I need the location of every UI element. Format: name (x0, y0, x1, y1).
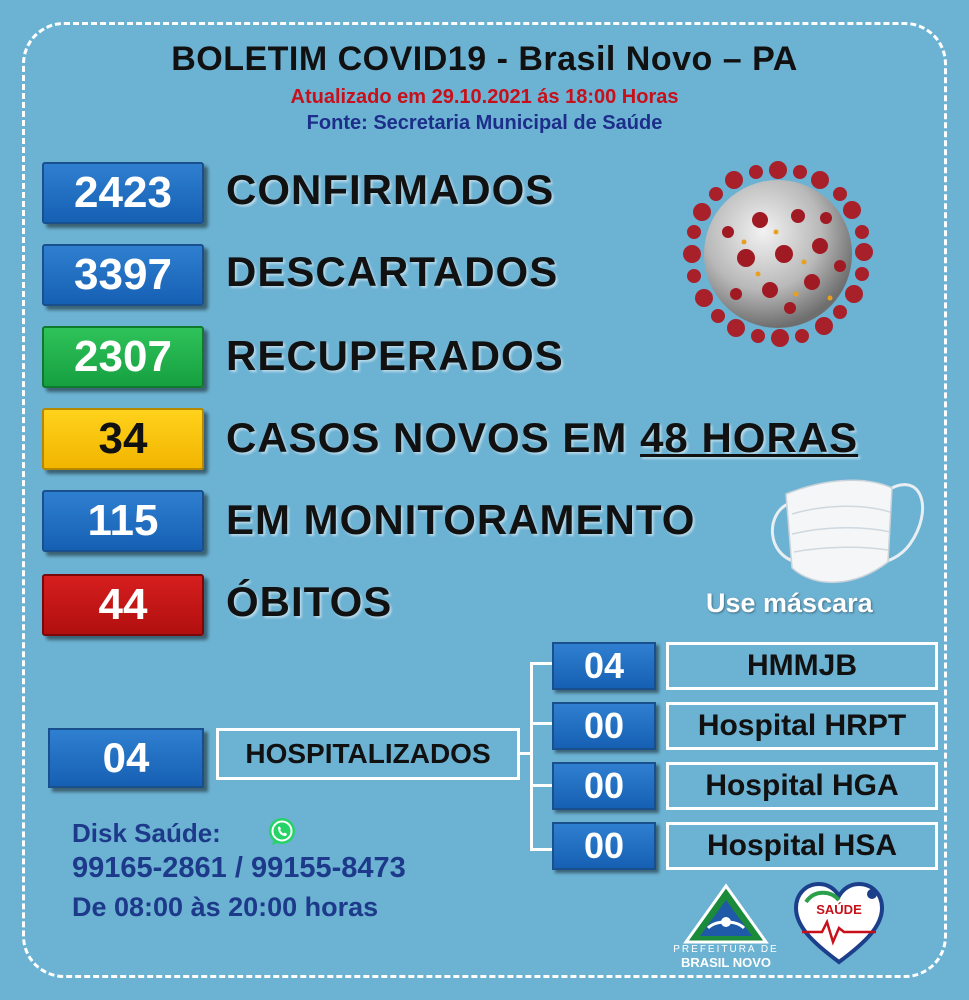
bracket-branch-1 (530, 662, 552, 665)
hospital-name-hsa: Hospital HSA (666, 822, 938, 870)
recovered-label: RECUPERADOS (226, 332, 564, 379)
update-timestamp: Atualizado em 29.10.2021 ás 18:00 Horas (290, 86, 679, 108)
discarded-label: DESCARTADOS (226, 248, 559, 295)
hospital-name-hrpt: Hospital HRPT (666, 702, 938, 750)
hospital-count-hmmjb: 04 (552, 642, 656, 690)
prefeitura-logo-line2: BRASIL NOVO (680, 955, 772, 970)
recovered-count: 2307 (42, 326, 204, 388)
monitoring-count: 115 (42, 490, 204, 552)
new-cases-label-prefix: CASOS NOVOS EM (226, 414, 641, 461)
bracket-line (530, 662, 533, 850)
hospital-count-hrpt: 00 (552, 702, 656, 750)
monitoring-label: EM MONITORAMENTO (226, 496, 696, 543)
confirmed-count: 2423 (42, 162, 204, 224)
deaths-label: ÓBITOS (226, 578, 393, 625)
bulletin-title: BOLETIM COVID19 - Brasil Novo – PA (171, 40, 798, 78)
saude-logo-text: SAÚDE (816, 902, 862, 917)
bracket-branch-2 (530, 722, 552, 725)
hospital-count-hsa: 00 (552, 822, 656, 870)
disk-saude-hours: De 08:00 às 20:00 horas (72, 892, 379, 922)
new-cases-label-period: 48 HORAS (640, 414, 859, 461)
confirmed-label: CONFIRMADOS (226, 166, 555, 213)
deaths-count: 44 (42, 574, 204, 636)
secretaria-saude-logo (792, 880, 886, 966)
disk-saude-phones: 99165-2861 / 99155-8473 (72, 852, 406, 884)
data-source: Fonte: Secretaria Municipal de Saúde (306, 112, 663, 134)
hospitalized-count: 04 (48, 728, 204, 788)
discarded-count: 3397 (42, 244, 204, 306)
disk-saude-title: Disk Saúde: (72, 818, 221, 848)
bracket-branch-4 (530, 848, 552, 851)
bracket-branch-3 (530, 784, 552, 787)
new-cases-count: 34 (42, 408, 204, 470)
face-mask-icon (770, 470, 930, 588)
new-cases-label (226, 414, 858, 462)
mask-caption: Use máscara (706, 588, 873, 618)
coronavirus-icon (680, 158, 876, 350)
hospital-name-hmmjb: HMMJB (666, 642, 938, 690)
prefeitura-logo-line1: PREFEITURA DE (673, 944, 779, 955)
hospital-count-hga: 00 (552, 762, 656, 810)
hospitalized-label: HOSPITALIZADOS (216, 728, 520, 780)
hospital-name-hga: Hospital HGA (666, 762, 938, 810)
whatsapp-icon (266, 816, 298, 848)
